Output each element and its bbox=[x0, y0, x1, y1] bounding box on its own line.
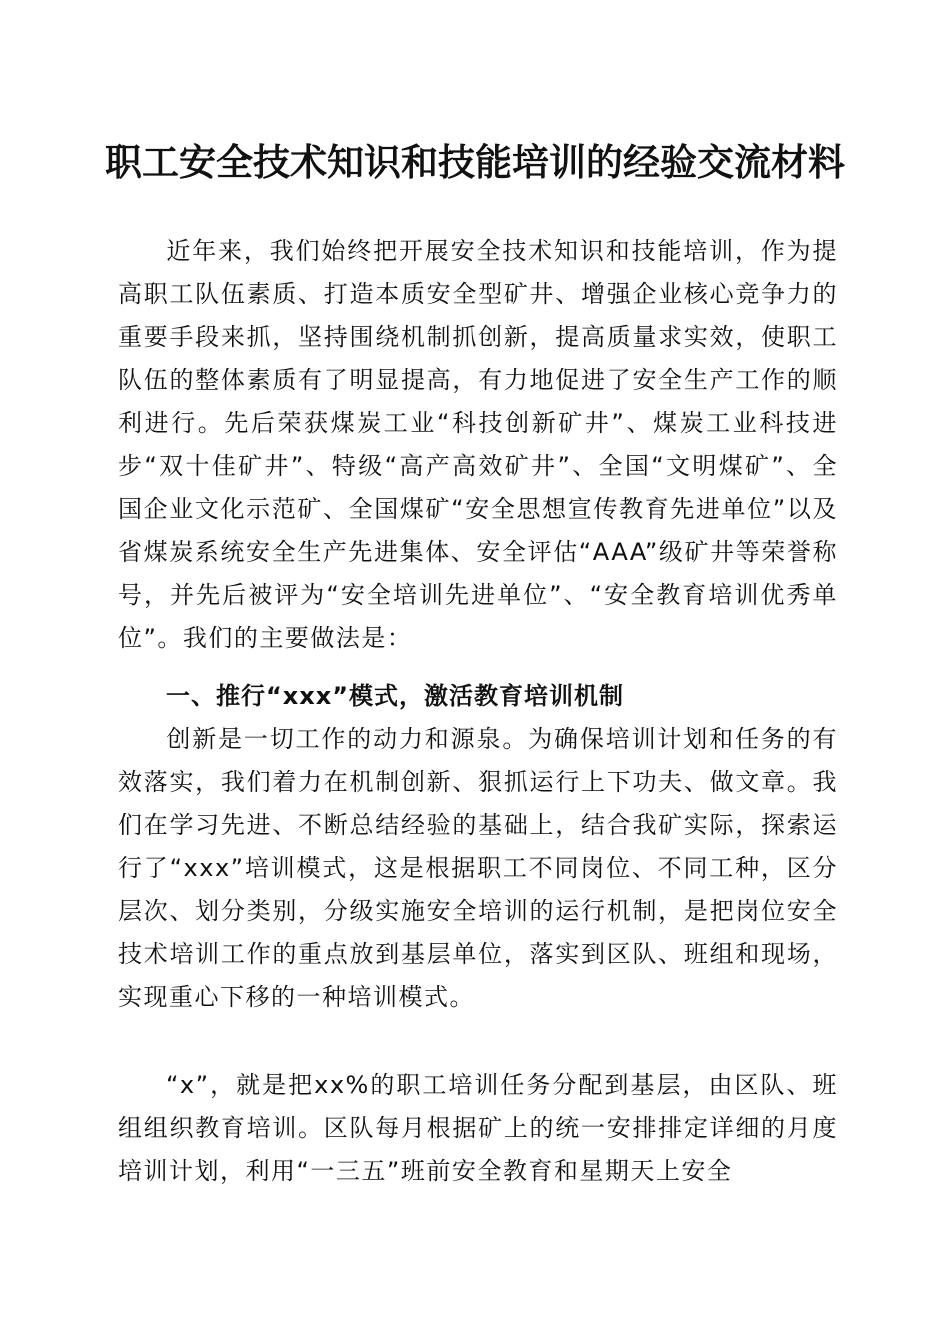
paragraph-intro bbox=[118, 230, 838, 660]
paragraph-innovation-text: 创新是一切工作的动力和源泉。为确保培训计划和任务的有效落实，我们着力在机制创新、狠抓运行上下功夫、做文章。我们在学习先进、不断总结经验的基础上，结合我矿实际，探索运行了“xxx”培训模式，这是根据职工不同岗位、不同工种，区分层次、划分类别，分级实施安全培训的运行机制，是把岗位安全技术培训工作的重点放到基层单位，落实到区队、班组和现场，实现重心下移的一种培训模式。 bbox=[118, 725, 838, 1011]
paragraph-intro-text: 近年来，我们始终把开展安全技术知识和技能培训，作为提高职工队伍素质、打造本质安全型矿井、增强企业核心竞争力的重要手段来抓，坚持围绕机制抓创新，提高质量求实效，使职工队伍的整体素质有了明显提高，有力地促进了安全生产工作的顺利进行。先后荣获煤炭工业“科技创新矿井”、煤炭工业科技进步“双十佳矿井”、特级“高产高效矿井”、全国“文明煤矿”、全国企业文化示范矿、全国煤矿“安全思想宣传教育先进单位”以及省煤炭系统安全生产先进集体、安全评估“AAA”级矿井等荣誉称号，并先后被评为“安全培训先进单位”、“安全教育培训优秀单位”。我们的主要做法是： bbox=[118, 237, 838, 652]
paragraph-x-mode bbox=[118, 1064, 838, 1193]
paragraph-x-mode-text: “x”，就是把xx%的职工培训任务分配到基层，由区队、班组组织教育培训。区队每月根据矿上的统一安排排定详细的月度培训计划，利用“一三五”班前安全教育和星期天上安全 bbox=[118, 1071, 838, 1185]
paragraph-innovation bbox=[118, 718, 838, 1019]
document-title: 职工安全技术知识和技能培训的经验交流材料 bbox=[105, 140, 845, 184]
section-heading-1: 一、推行“xxx”模式，激活教育培训机制 bbox=[166, 682, 624, 710]
